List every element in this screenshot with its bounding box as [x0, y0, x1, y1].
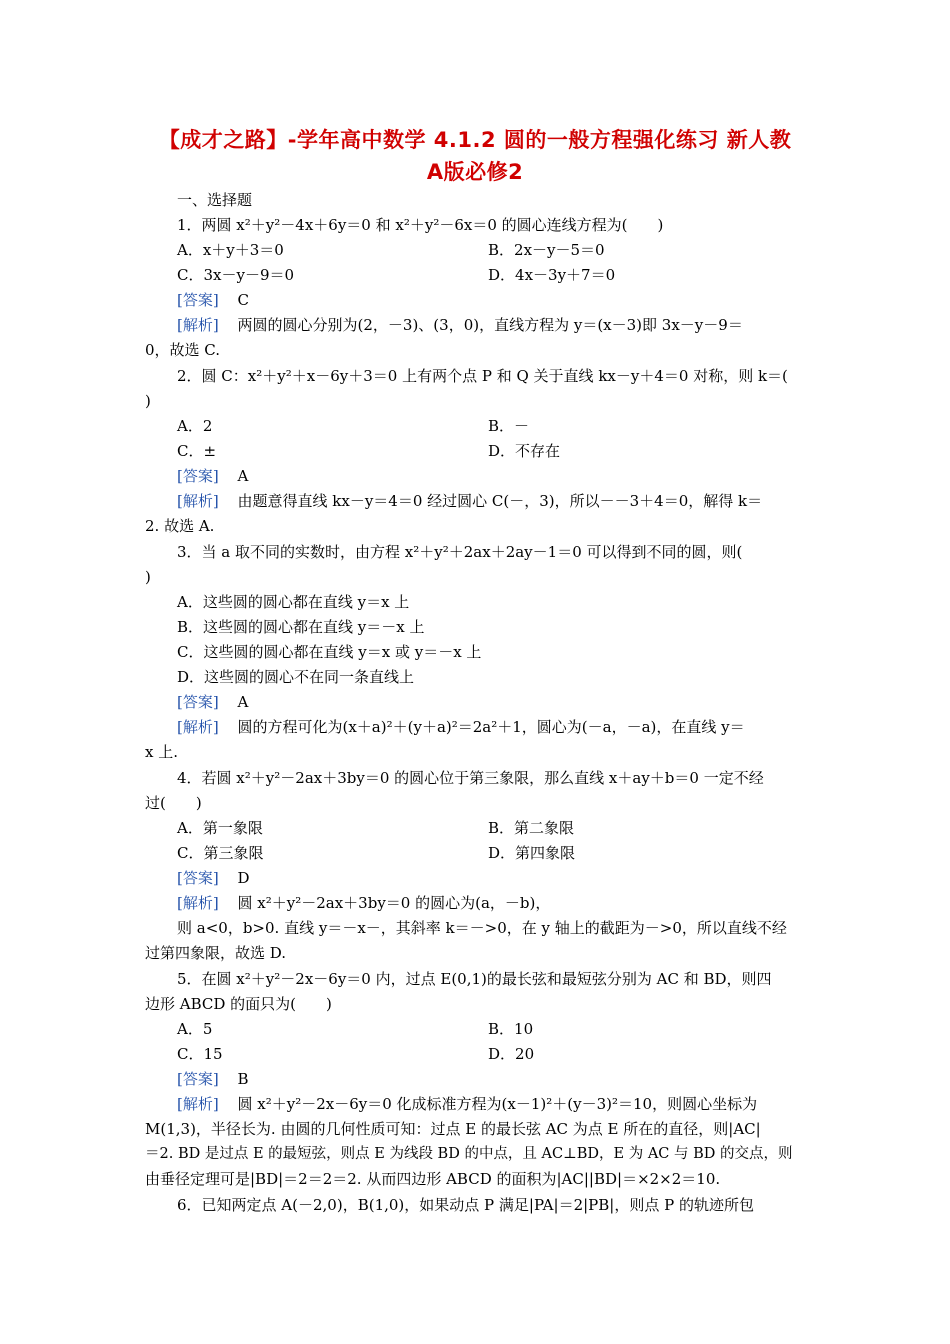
- q2-option-c: C．±: [177, 442, 217, 460]
- q6-stem-1: 6．已知两定点 A(－2,0)，B(1,0)，如果动点 P 满足|PA|＝2|PB|，则点 P 的轨迹所包: [177, 1196, 754, 1214]
- q1-analysis-2: 0，故选 C.: [145, 341, 221, 359]
- q5-option-c: C．15: [177, 1045, 223, 1063]
- q3-analysis-1: 圆的方程可化为(x＋a)²＋(y＋a)²＝2a²＋1，圆心为(－a，－a)，在直线 y＝: [237, 718, 745, 736]
- answer-tag: [答案]: [177, 693, 219, 711]
- q3-answer-row: [177, 692, 248, 712]
- q1-answer: C: [237, 291, 249, 309]
- answer-tag: [答案]: [177, 467, 219, 485]
- q5-stem-2: 边形 ABCD 的面只为( ): [145, 995, 332, 1013]
- q4-analysis-row: [177, 893, 550, 913]
- analysis-tag: [解析]: [177, 1095, 219, 1113]
- q5-option-b: B．10: [488, 1020, 534, 1038]
- q1-option-a: A．x＋y＋3＝0: [177, 241, 284, 259]
- q1-option-b: B．2x－y－5＝0: [488, 241, 605, 259]
- q5-option-a: A．5: [177, 1020, 213, 1038]
- q1-analysis-row: [177, 315, 743, 335]
- q1-option-d: D．4x－3y＋7＝0: [488, 266, 616, 284]
- q3-analysis-row: [177, 717, 745, 737]
- q5-analysis-3: ＝2. BD 是过点 E 的最短弦，则点 E 为线段 BD 的中点，且 AC⊥BD，E 为 AC 与 BD 的交点，则: [145, 1146, 793, 1162]
- answer-tag: [答案]: [177, 869, 219, 887]
- q2-option-b: B．－: [488, 417, 530, 435]
- q3-stem-1: 3．当 a 取不同的实数时，由方程 x²＋y²＋2ax＋2ay－1＝0 可以得到不同的圆，则(: [177, 543, 743, 561]
- q5-analysis-row: [177, 1094, 757, 1114]
- q4-analysis-3: 过第四象限，故选 D.: [145, 944, 287, 962]
- q1-answer-row: [177, 290, 249, 310]
- q2-analysis-row: [177, 491, 762, 511]
- section-heading: 一、选择题: [177, 191, 253, 209]
- q4-analysis-2: 则 a<0，b>0. 直线 y＝－x－，其斜率 k＝－>0，在 y 轴上的截距为－>0，所以直线不经: [177, 919, 787, 937]
- q3-option-d: D．这些圆的圆心不在同一条直线上: [177, 668, 415, 686]
- q3-answer: A: [237, 693, 249, 711]
- q4-answer: D: [237, 869, 250, 887]
- document-title-line1: 【成才之路】-学年高中数学 4.1.2 圆的一般方程强化练习 新人教: [158, 128, 792, 152]
- analysis-tag: [解析]: [177, 316, 219, 334]
- q3-option-b: B．这些圆的圆心都在直线 y＝－x 上: [177, 618, 425, 636]
- q2-stem-1: 2．圆 C：x²＋y²＋x－6y＋3＝0 上有两个点 P 和 Q 关于直线 kx－y＋4＝0 对称，则 k＝(: [177, 367, 788, 385]
- q5-stem-1: 5．在圆 x²＋y²－2x－6y＝0 内，过点 E(0,1)的最长弦和最短弦分别为 AC 和 BD，则四: [177, 970, 772, 988]
- q2-analysis-2: 2. 故选 A.: [145, 517, 215, 535]
- analysis-tag: [解析]: [177, 718, 219, 736]
- q3-analysis-2: x 上.: [145, 743, 178, 761]
- q4-stem-1: 4．若圆 x²＋y²－2ax＋3by＝0 的圆心位于第三象限，那么直线 x＋ay＋b＝0 一定不经: [177, 769, 764, 787]
- q1-stem: 1．两圆 x²＋y²－4x＋6y＝0 和 x²＋y²－6x＝0 的圆心连线方程为( ): [177, 216, 664, 234]
- q4-answer-row: [177, 868, 250, 888]
- q2-answer: A: [237, 467, 249, 485]
- q5-answer-row: [177, 1069, 249, 1089]
- answer-tag: [答案]: [177, 291, 219, 309]
- answer-tag: [答案]: [177, 1070, 219, 1088]
- q5-analysis-2: M(1,3)，半径长为. 由圆的几何性质可知：过点 E 的最长弦 AC 为点 E 所在的直径，则|AC|: [145, 1120, 761, 1138]
- q4-option-a: A．第一象限: [177, 819, 263, 837]
- q2-stem-2: ): [145, 392, 151, 410]
- q2-answer-row: [177, 466, 248, 486]
- q2-option-a: A．2: [177, 417, 213, 435]
- q4-option-b: B．第二象限: [488, 819, 575, 837]
- q4-analysis-1: 圆 x²＋y²－2ax＋3by＝0 的圆心为(a，－b)，: [237, 894, 551, 912]
- q4-stem-2: 过( ): [145, 794, 202, 812]
- q5-analysis-4: 由垂径定理可是|BD|＝2＝2＝2. 从而四边形 ABCD 的面积为|AC||BD|＝×2×2＝10.: [145, 1170, 721, 1188]
- document-title-line2: A版必修2: [426, 160, 524, 184]
- q2-option-d: D．不存在: [488, 442, 561, 460]
- q1-option-c: C．3x－y－9＝0: [177, 266, 295, 284]
- q1-analysis-1: 两圆的圆心分别为(2，－3)、(3，0)，直线方程为 y＝(x－3)即 3x－y－9＝: [237, 316, 743, 334]
- analysis-tag: [解析]: [177, 492, 219, 510]
- q3-option-c: C．这些圆的圆心都在直线 y＝x 或 y＝－x 上: [177, 643, 482, 661]
- q3-stem-2: ): [145, 568, 151, 586]
- analysis-tag: [解析]: [177, 894, 219, 912]
- q5-analysis-1: 圆 x²＋y²－2x－6y＝0 化成标准方程为(x－1)²＋(y－3)²＝10，则圆心坐标为: [237, 1095, 758, 1113]
- q5-answer: B: [237, 1070, 249, 1088]
- q2-analysis-1: 由题意得直线 kx－y＝4＝0 经过圆心 C(－，3)，所以－－3＋4＝0，解得 k＝: [237, 492, 763, 510]
- q4-option-d: D．第四象限: [488, 844, 576, 862]
- q5-option-d: D．20: [488, 1045, 535, 1063]
- q3-option-a: A．这些圆的圆心都在直线 y＝x 上: [177, 593, 410, 611]
- q4-option-c: C．第三象限: [177, 844, 264, 862]
